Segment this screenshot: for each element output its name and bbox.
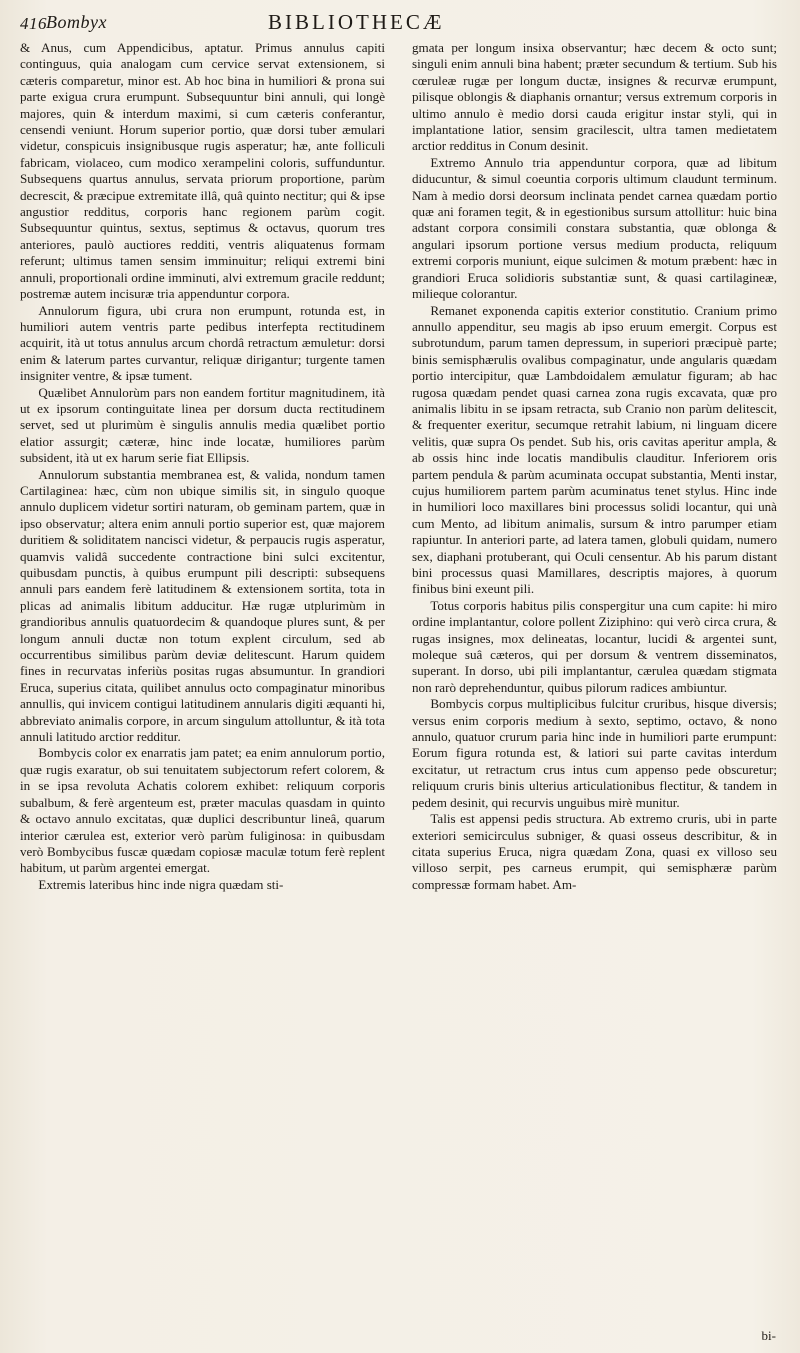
left-column	[20, 40, 385, 893]
right-column	[412, 40, 777, 893]
running-head-word: Bombyx	[46, 12, 107, 32]
paragraph: Talis est appensi pedis structura. Ab extremo cruris, ubi in parte exteriori semicirculus subniger, & quasi osseus describitur, & in citata superius Eruca, nigra quædam Zona, quasi ex villoso seu villoso serpit, pes carneus erumpit, qui semisphæræ parùm compressæ formam habet. Am-	[412, 811, 777, 892]
paragraph: Annulorum substantia membranea est, & valida, nondum tamen Cartilaginea: hæc, cùm non ubique similis sit, in singulo quoque annulo duplicem videtur sortiri naturam, ob geminam partem, quæ in ipso observatur; altera enim annuli portio superior est, quæ majorem duritiem & soliditatem nancisci videtur, & perpaucis rugis asperatur, quamvis validâ succedente contractione bini sulci excitentur, quibusdam punctis, à quibus erumpunt pili descripti: subsequens annuli pars eandem ferè latitudinem & extensionem sortita, tota in plicas ad animalis libitum adducitur. Hæ rugæ utplurimùm in grandioribus annulis quatuordecim & quandoque plures sunt, & per longum annuli ductæ non totum explent circulum, sed ab occurrentibus similibus parùm deviæ delitescunt. Harum quidem fines in recurvatas inferiùs positas rugas absumuntur. In grandiori Eruca, superius citata, quilibet annulus octo compaginatur minoribus annullis, qui invicem contigui latitudinem annularis digiti æquanti hi, abbreviato animalis corpore, in arcum singulum attolluntur, & ità tota annuli latitudo arctior redditur.	[20, 466, 385, 745]
catchword: bi-	[761, 1328, 776, 1343]
paragraph: Totus corporis habitus pilis conspergitur una cum capite: hi miro ordine implantantur, colore pollent Ziziphino: qui verò circa crura, & rugas insignes, mox delineatas, locantur, lucidi & argentei sunt, moleque suâ cæteros, qui per dorsum & ventrem disseminatos, superant. In dorso, ubi pili implantantur, cærulea quædam stigmata non rarò deprehenduntur, quibus pilorum radices ambiuntur.	[412, 597, 777, 695]
paragraph: Quælibet Annulorùm pars non eandem fortitur magnitudinem, ità ut ex ipsorum continguitate linea per dorsum ducta rectitudinem servet, sed ut plurimùm è singulis annulis media quælibet portio elatior assurgit; cæteræ, hinc inde locatæ, humiliores parùm subsident, ità ut ex harum serie fiat Ellipsis.	[20, 384, 385, 466]
running-head	[20, 10, 780, 38]
paragraph: Remanet exponenda capitis exterior constitutio. Cranium primo annullo appenditur, seu magis ab ipso eruum emergit. Corpus est subrotundum, parum tamen depressum, in superiori præcipuè parte; binis semisphærulis ovalibus compaginatur, unde angularis quædam portio intercipitur, quæ Lambdoidalem æmulatur figuram; ab hac rugosa quædam pendet quasi carnea zona rugis excavata, quæ pro animalis libitu in se ipsam retracta, sub Cranio non parùm delitescit, & frequenter exeritur, secumque retrahit labium, ni linguam dicere velitis, quæ supra Os pendet. Sub his, oris cavitas aperitur ampla, & ab ossis hinc inde locatis mandibulis clauditur. Inferiorem oris partem pendula & parùm acuminata occupat substantia, Menti instar, cujus humiliorem partem parùm acuminatus tenet stylus. Hinc inde in humiliori loco maxillares bini processus solidi locantur, qui unà cum Mento, ad libitum animalis, sursum & intro parumper etiam rapiuntur. In anteriori parte, ad latera tamen, globuli quidam, numero sex, diaphani protuberant, qui Oculi censentur. Ab his parum distant bini processus quasi Mamillares, descriptis majores, à quorum finibus bini exeunt pili.	[412, 302, 777, 597]
paragraph: Extremis lateribus hinc inde nigra quædam sti-	[38, 876, 284, 892]
paragraph: Bombycis color ex enarratis jam patet; ea enim annulorum portio, quæ rugis exaratur, ob sui tenuitatem subjectorum refert colorem, & in se ipsa revoluta Achatis colorem exhibet: reliquum corporis subalbum, & ferè argenteum est, præter maculas quasdam in quinto & octavo annulo excitatas, quæ duplici describuntur lineâ, quarum interior cærulea est, exterior verò parùm fuliginosa: in quibusdam verò Bombycibus fuscæ quædam copiosæ maculæ totum ferè replent habitum, ut parùm argentei emergat.	[20, 745, 385, 876]
paragraph: gmata per longum insixa observantur; hæc decem & octo sunt; singuli enim annuli bina habent; præter secundum & tertium. Sub his cœruleæ rugæ per longum ductæ, insignes & recurvæ erumpunt, pilisque oblongis & diaphanis ornantur; versus extremum corporis in ultimo annulo è medio dorsi cauda erigitur instar styli, qui in implantatione latior, sensim gracilescit, ultra tamen medietatem arctior redditus in Conum desinit.	[412, 40, 777, 154]
section-title: BIBLIOTHECÆ	[268, 10, 445, 34]
paragraph: Annulorum figura, ubi crura non erumpunt, rotunda est, in humiliori autem ventris parte pedibus interfepta rectitudinem acquirit, ità ut totus annulus arcum chordâ retractum æmuletur: dorsi enim & laterum partes curvantur, reliquæ dirigantur; turgente tamen insigniter ventre, & ipsæ tument.	[20, 302, 385, 384]
paragraph: & Anus, cum Appendicibus, aptatur. Primus annulus capiti continguus, quia analogam cum cervice servat extensionem, si cæteris comparetur, minor est. Ab hoc bina in humiliori & prona sui parte exigua crura erumpunt. Subsequuntur bini annuli, qui longè majores, quin & interdum maximi, si cum cæteris conferantur, censendi veniunt. Horum superior portio, quæ dorsi tuber æmulari videtur, conspicuis insignibusque rugis asperatur; hæ, ante folliculi fabricam, violaceo, cum modico xerampelini coloris, suffunduntur. Subsequens quartus annulus, servata priorum proportione, parùm decrescit, & præcipue extremitate illâ, quâ quinto nectitur; qui & ipse angustior redditus, corporis hanc regionem parùm cogit. Subsequuntur quintus, sextus, septimus & octavus, quorum tres anteriores, paulò auctiores redditi, ventris aliquatenus formam referunt; ultimus tamen sensim imminuitur; reliqui extremi bini annuli, proportionali ordine imminuti, alvi extremum gracile reddunt; postremæ autem incisuræ tria appenduntur corpora.	[20, 40, 385, 302]
page-number: 416	[20, 14, 47, 33]
paragraph: Bombycis corpus multiplicibus fulcitur cruribus, hisque diversis; versus enim corporis medium à sexto, septimo, octavo, & nono annulo, quatuor crurum paria hinc inde in humiliori parte erumpunt: Eorum figura rotunda est, & latiori sui parte cavitas interdum excitatur, ut retractum crus intus cum appenso pede obscuretur; reliquum cruris binis ulterius articulationibus flectitur, & tandem in pedem desinit, qui recurvis unguibus mirè munitur.	[412, 696, 777, 810]
paragraph: Extremo Annulo tria appenduntur corpora, quæ ad libitum diducuntur, & simul coeuntia corporis ultimum claudunt terminum. Nam à medio dorsi deorsum inclinata pendet carnea quædam portio quæ ani foramen tegit, & in egestionibus sursum attollitur: huic bina adstant corpora consimili constara substantia, quæ oblonga & angulari ipsorum portione versus medium producta, reliquum extremi corporis muniunt, eique sulcimen & motum præbent: hæc in grandiori Eruca solidioris substantiæ sunt, & quasi cartilagineæ, milieque colorantur.	[412, 154, 777, 302]
